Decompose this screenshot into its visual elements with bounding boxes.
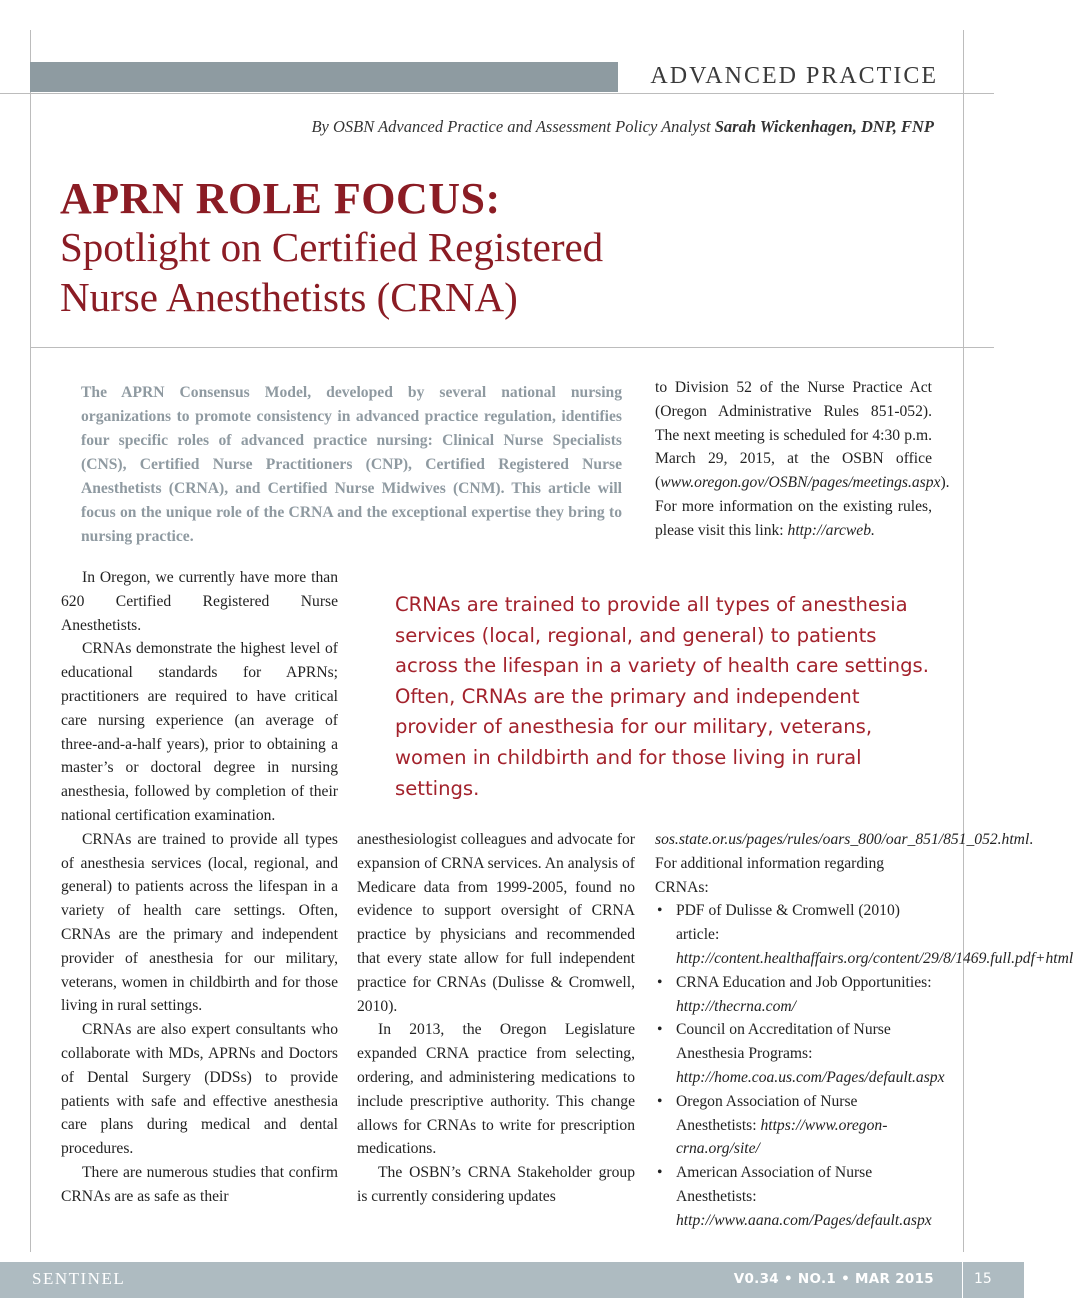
column-2 [357, 828, 635, 1209]
resource-link[interactable]: http://home.coa.us.com/Pages/default.aspx [676, 1068, 945, 1086]
header-bar [30, 62, 618, 92]
list-item: • CRNA Education and Job Opportunities: http://thecrna.com/ [655, 971, 932, 1019]
bullet-icon: • [657, 1164, 663, 1182]
column-1 [61, 566, 338, 1209]
division-52-paragraph: to Division 52 of the Nurse Practice Act (Oregon Administrative Rules 851-052). The next meeting is scheduled for 4:30 p.m. March 29, 2015, at the OSBN office (www.oregon.gov/OSBN/pages/meetings.aspx). For more information on the existing rules, please visit this link: http://arcweb. [655, 379, 950, 539]
publication-name: SENTINEL [32, 1269, 126, 1288]
header-rule [0, 93, 994, 94]
body-paragraph: There are numerous studies that confirm CRNAs are as safe as their [61, 1163, 338, 1205]
column-3-bottom [655, 828, 1073, 1233]
bullet-icon: • [657, 973, 663, 991]
meetings-link[interactable]: www.oregon.gov/OSBN/pages/meetings.aspx [660, 474, 941, 492]
article-title: APRN ROLE FOCUS: [60, 174, 501, 223]
intro-paragraph: The APRN Consensus Model, developed by several national nursing organizations to promote consistency in advanced practice regulation, identifies four specific roles of advanced practice nursing: Clinical Nurse Specialists (CNS), Certified Nurse Practitioners (CNP), Certified Registered Nurse Anesthetists (CRNA), and Certified Nurse Midwives (CNM). This article will focus on the unique role of the CRNA and the exceptional expertise they bring to nursing practice. [81, 384, 622, 545]
title-rule [30, 347, 994, 348]
resource-list [655, 899, 1073, 1232]
arcweb-link-continued[interactable]: sos.state.or.us/pages/rules/oars_800/oar_851/851_052.html [655, 831, 1030, 848]
resource-link[interactable]: http://thecrna.com/ [676, 997, 796, 1015]
body-paragraph: CRNAs are trained to provide all types of anesthesia services (local, regional, and general) to patients across the lifespan in a variety of health care settings. Often, CRNAs are the primary and independent provider of anesthesia for our military, veterans, women in childbirth and for those living in rural settings. [61, 830, 338, 1015]
pull-quote: CRNAs are trained to provide all types of anesthesia services (local, regional, and general) to patients across the lifespan in a variety of health care settings. Often, CRNAs are the primary and independent provider of anesthesia for our military, veterans, women in childbirth and for those living in rural settings. [395, 593, 929, 800]
byline [311, 117, 934, 137]
body-paragraph: anesthesiologist colleagues and advocate for expansion of CRNA services. An analysis of Medicare data from 1999-2005, found no evidence to support oversight of CRNA practice by physicians and recommended that every state allow for full independent practice for CRNAs (Dulisse & Cromwell, 2010). [357, 831, 635, 1015]
footer-divider [962, 1262, 963, 1298]
list-item: • Council on Accreditation of Nurse Anesthesia Programs: http://home.coa.us.com/Pages/default.aspx [655, 1018, 932, 1089]
list-item: • PDF of Dulisse & Cromwell (2010) article: http://content.healthaffairs.org/content/29/8/1469.full.pdf+html [655, 899, 932, 970]
list-item: • American Association of Nurse Anesthetists: http://www.aana.com/Pages/default.aspx [655, 1161, 932, 1232]
body-paragraph: The OSBN’s CRNA Stakeholder group is currently considering updates [357, 1164, 635, 1205]
arcweb-link[interactable]: http://arcweb. [787, 521, 875, 539]
article-subtitle [60, 222, 760, 322]
body-paragraph: In Oregon, we currently have more than 620 Certified Registered Nurse Anesthetists. [61, 569, 338, 634]
body-paragraph: CRNAs are also expert consultants who collaborate with MDs, APRNs and Doctors of Dental Surgery (DDSs) to provide patients with safe and effective anesthesia care plans during medical and dental procedures. [61, 1021, 338, 1158]
column-3-top [655, 376, 950, 543]
bullet-icon: • [657, 902, 663, 920]
resource-link[interactable]: http://www.aana.com/Pages/default.aspx [676, 1211, 932, 1229]
resource-link[interactable]: https://www.oregon-crna.org/site/ [676, 1116, 888, 1158]
body-paragraph: CRNAs demonstrate the highest level of educational standards for APRNs; practitioners are required to have critical care nursing experience (an average of three-and-a-half years), prior to obtaining a master’s or doctoral degree in nursing anesthesia, followed by completion of their national certification examination. [61, 640, 338, 824]
bullet-icon: • [657, 1092, 663, 1110]
subtitle-line-2: Nurse Anesthetists (CRNA) [60, 274, 518, 320]
list-item: • Oregon Association of Nurse Anesthetists: https://www.oregon-crna.org/site/ [655, 1090, 932, 1161]
byline-prefix: By OSBN Advanced Practice and Assessment Policy Analyst [311, 117, 715, 136]
issue-info: V0.34 • NO.1 • MAR 2015 [733, 1271, 934, 1287]
page-number: 15 [974, 1271, 992, 1287]
right-rule [963, 30, 964, 1252]
subtitle-line-1: Spotlight on Certified Registered [60, 224, 604, 270]
byline-author: Sarah Wickenhagen, DNP, FNP [714, 117, 934, 136]
body-paragraph: In 2013, the Oregon Legislature expanded CRNA practice from selecting, ordering, and administering medications to include prescriptive authority. This change allows for CRNAs to write for prescription medications. [357, 1021, 635, 1158]
left-rule [30, 30, 31, 1252]
bullet-icon: • [657, 1021, 663, 1039]
resource-link[interactable]: http://content.healthaffairs.org/content/29/8/1469.full.pdf+html [676, 949, 1073, 967]
section-label: ADVANCED PRACTICE [650, 63, 938, 89]
resources-intro: sos.state.or.us/pages/rules/oars_800/oar_851/851_052.html. For additional information regarding CRNAs: [655, 831, 1034, 896]
